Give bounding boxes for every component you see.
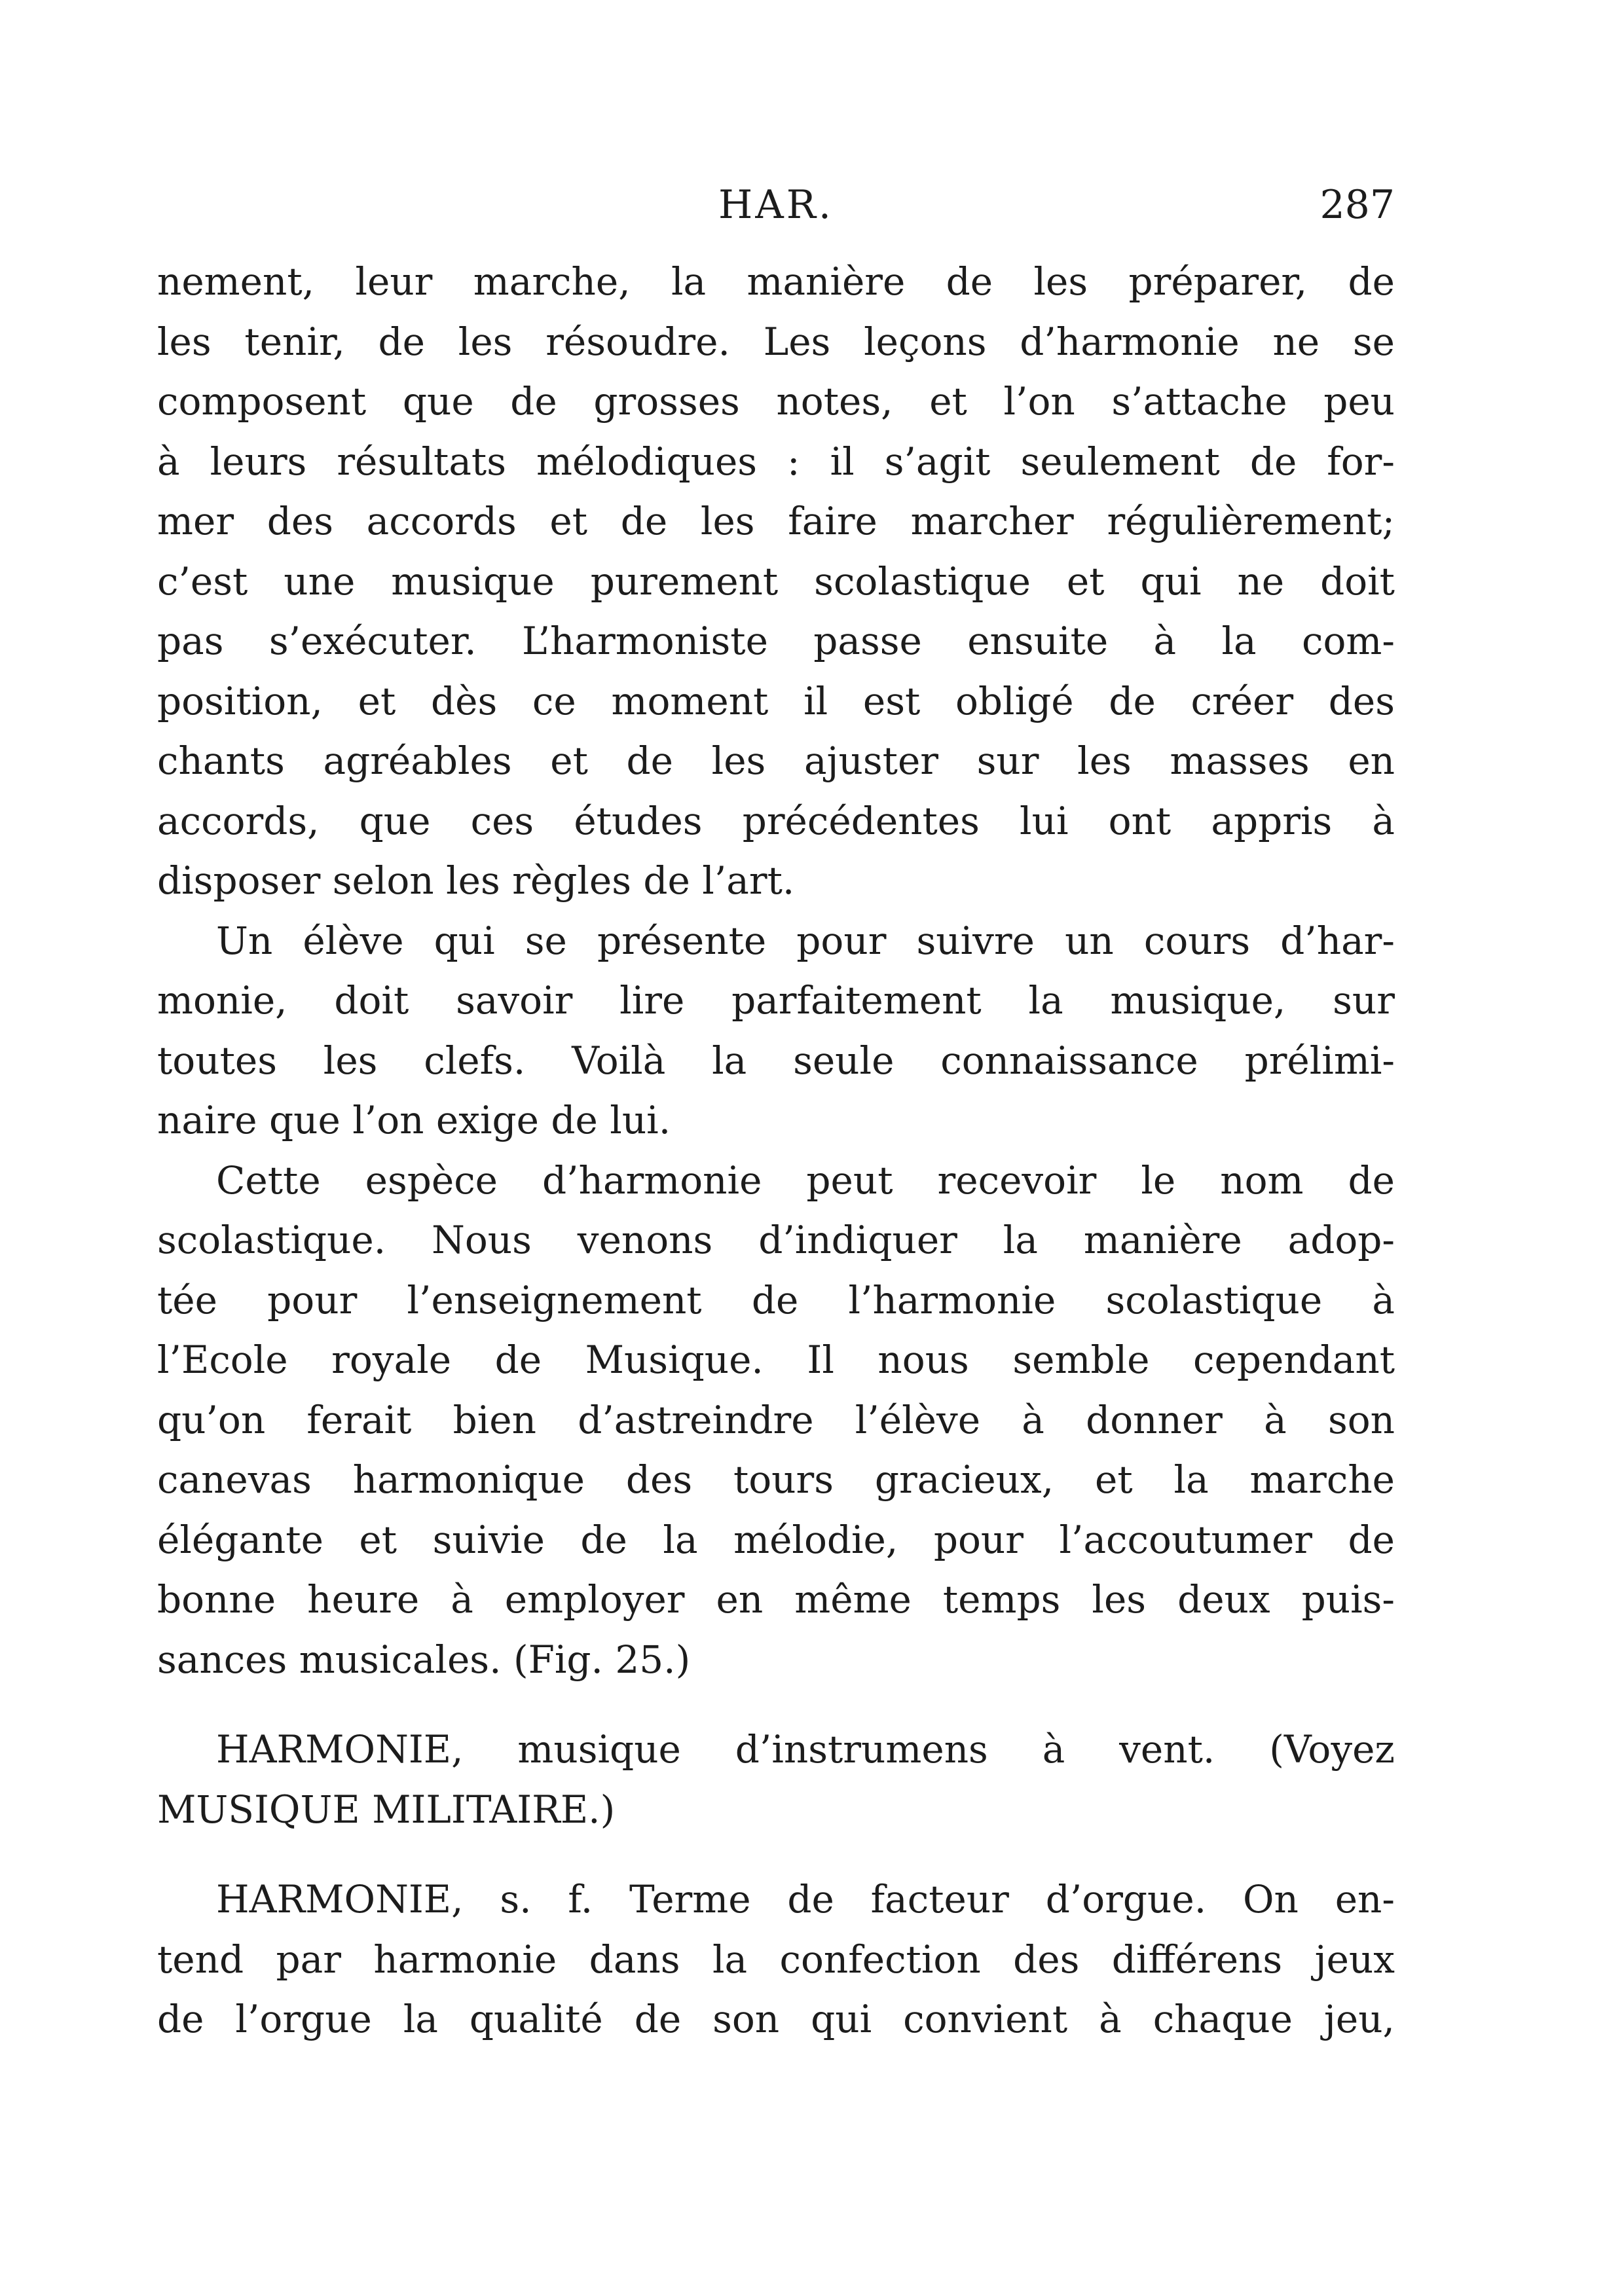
text-line: l’Ecole royale de Musique. Il nous semble cependant [157, 1338, 1395, 1382]
text-line: qu’on ferait bien d’astreindre l’élève à donner à son [157, 1397, 1395, 1442]
text-line: naire que l’on exige de lui. [157, 1098, 671, 1142]
paragraph-gap [157, 1840, 1395, 1870]
text-line: disposer selon les règles de l’art. [157, 858, 795, 903]
text-line: position, et dès ce moment il est obligé de créer des [157, 678, 1395, 723]
paragraph-gap [157, 1690, 1395, 1720]
text-line: élégante et suivie de la mélodie, pour l’accoutumer de [157, 1517, 1395, 1562]
entry-line: MUSIQUE MILITAIRE.) [157, 1787, 616, 1832]
text-line: tend par harmonie dans la confection des différens jeux [157, 1937, 1395, 1982]
text-line: canevas harmonique des tours gracieux, et la marche [157, 1457, 1395, 1502]
text-line: mer des accords et de les faire marcher régulièrement; [157, 499, 1395, 543]
text-line: c’est une musique purement scolastique et qui ne doit [157, 558, 1395, 604]
text-line: sances musicales. (Fig. 25.) [157, 1637, 691, 1682]
text-line: composent que de grosses notes, et l’on s’attache peu [157, 379, 1395, 424]
text-line: Cette espèce d’harmonie peut recevoir le nom de [216, 1157, 1395, 1203]
text-line: chants agréables et de les ajuster sur les masses en [157, 738, 1395, 783]
text-line: nement, leur marche, la manière de les préparer, de [157, 259, 1395, 304]
text-line: à leurs résultats mélodiques : il s’agit seulement de for- [157, 439, 1395, 484]
entry-line: HARMONIE, musique d’instrumens à vent. (Voyez [216, 1727, 1395, 1772]
text-line: les tenir, de les résoudre. Les leçons d’harmonie ne se [157, 319, 1395, 364]
text-line: de l’orgue la qualité de son qui convient à chaque jeu, [157, 1997, 1395, 2041]
text-line: accords, que ces études précédentes lui ont appris à [157, 798, 1395, 843]
entry-line: HARMONIE, s. f. Terme de facteur d’orgue. On en- [216, 1877, 1395, 1922]
text-line: pas s’exécuter. L’harmoniste passe ensuite à la com- [157, 619, 1395, 663]
text-line: tée pour l’enseignement de l’harmonie scolastique à [157, 1277, 1395, 1322]
page-number: 287 [1320, 182, 1395, 228]
running-head: HAR. [718, 182, 834, 228]
text-line: toutes les clefs. Voilà la seule connaissance prélimi- [157, 1038, 1395, 1083]
text-line: bonne heure à employer en même temps les deux puis- [157, 1577, 1395, 1622]
text-line: monie, doit savoir lire parfaitement la musique, sur [157, 978, 1395, 1023]
text-line: Un élève qui se présente pour suivre un cours d’har- [216, 918, 1395, 963]
text-line: scolastique. Nous venons d’indiquer la manière adop- [157, 1218, 1395, 1262]
page-header [157, 182, 1395, 234]
body-text [157, 252, 1395, 2050]
